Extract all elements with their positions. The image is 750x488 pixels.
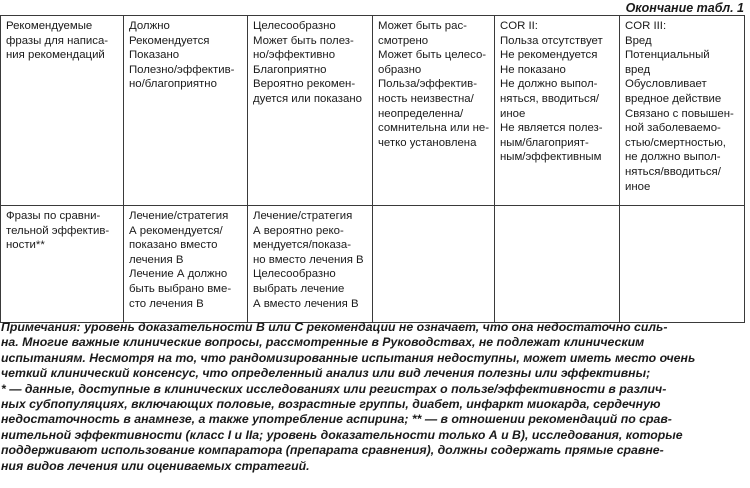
cell-line: Полезно/эффектив- [129,63,235,76]
cell-line: Рекомендуется [129,34,210,47]
notes-line: ния видов лечения или оцениваемых стратегий. [1,458,310,473]
cell-line: но/благоприятно [129,78,217,91]
cell-line: ности** [6,239,45,252]
notes-line: поддерживают использование компаратора (препарата сравнения), должны содержать прямые сравне- [1,443,664,458]
cell-line: неопределенна/ [378,107,464,120]
cell-line: Не должно выпол- [500,78,598,91]
cell-line: ность неизвестна/ [378,92,474,105]
cell-line: Польза/эффектив- [378,78,478,91]
cell-line: ния рекомендаций [6,49,105,62]
table-cell [248,206,373,323]
cell-line: Лечение/стратегия [253,210,353,222]
notes-line: четкий клинический консенсус, что определенный анализ или вид лечения полезны или эффективны; [1,366,651,381]
cell-line: Фразы по сравни- [6,210,101,222]
cell-line: ным/эффективным [500,151,602,164]
cell-line: Может быть рас- [378,20,467,32]
cell-line: няться/вводиться/ [625,165,721,178]
notes-line: ных субпопуляциях, включающих половые, возрастные группы, диабет, инфаркт миокарда, сердечную [1,397,661,412]
cell-line: Лечение А должно [129,268,228,281]
cell-line: Показано [129,49,180,62]
cell-line: выбрать лечение [253,282,345,295]
cell-line: Вероятно рекомен- [253,78,356,91]
cell-line: Не является полез- [500,122,603,135]
cell-line: Вред [625,34,652,47]
cell-line: ным/благоприят- [500,136,589,149]
cell-line: Не показано [500,63,566,76]
cell-line: А рекомендуется/ [129,224,223,237]
cell-line: образно [378,63,422,76]
cell-line: фразы для написа- [6,34,109,47]
cell-line: Целесообразно [253,20,336,32]
cell-line: быть выбрано вме- [129,282,232,295]
cell-line: Не рекомендуется [500,49,598,62]
cell-line: Лечение/стратегия [129,210,229,222]
cell-line: Польза отсутствует [500,34,603,47]
cell-line: показано вместо [129,239,218,252]
table-notes [1,320,745,474]
cell-line: смотрено [378,34,429,47]
cell-line: вредное действие [625,92,722,105]
cell-line: мендуется/показа- [253,239,352,252]
cell-line: COR II: [500,20,538,32]
cell-line: А вероятно реко- [253,224,344,237]
table-cell [1,206,124,323]
cell-line: четко установлена [378,136,477,149]
notes-line: испытаниям. Несмотря на то, что рандомизированные испытания недоступны, может иметь место очень [1,350,696,365]
table-cell [124,16,248,206]
notes-line: Примечания: уровень доказательности В или С рекомендации не означает, что она недостаточно силь- [1,320,668,334]
cell-line: COR III: [625,20,667,32]
cell-line: ной заболеваемо- [625,122,721,135]
cell-line: лечения В [129,253,184,266]
table-cell [124,206,248,323]
cell-line: иное [625,180,651,193]
cell-line: Обусловливает [625,78,707,91]
cell-line: А вместо лечения В [253,297,359,310]
cell-line: Потенциальный [625,49,710,62]
cell-line: Целесообразно [253,268,336,281]
cell-line: не должно выпол- [625,151,721,164]
cell-line: но/эффективно [253,49,336,62]
cell-line: Благоприятно [253,63,327,76]
cell-line: Может быть целесо- [378,49,487,62]
notes-line: недостаточность в анамнезе, а также употребление аспирина; ** — в отношении рекомендаций по срав- [1,412,672,427]
cell-line: но вместо лечения В [253,253,364,266]
table-row [1,16,745,206]
notes-line: * — данные, доступные в клинических исследованиях или регистрах о пользе/эффективности в различ- [1,381,667,396]
table-cell [373,16,495,206]
table-cell [373,206,495,323]
table-row [1,206,745,323]
cell-line: дуется или показано [253,92,362,105]
table-cell [1,16,124,206]
cell-line: вред [625,63,651,76]
table-cell [248,16,373,206]
cell-line: Связано с повышен- [625,107,734,120]
table-cell [495,16,620,206]
cell-line: Должно [129,20,170,32]
cell-line: тельной эффектив- [6,224,110,237]
cell-line: Рекомендуемые [6,20,93,32]
cell-line: няться, вводиться/ [500,92,600,105]
table-caption: Окончание табл. 1 [625,1,744,15]
notes-line: на. Многие важные клинические вопросы, рассмотренные в Руководствах, не подлежат клиническим [1,335,645,350]
cell-line: иное [500,107,526,120]
cell-line: сто лечения В [129,297,204,310]
notes-line: нительной эффективности (класс I и IIa; уровень доказательности только А и В), исследования, которые [1,427,683,442]
recommendations-table [0,15,745,323]
table-cell [495,206,620,323]
table-cell [620,16,745,206]
cell-line: сомнительна или не- [378,122,490,135]
cell-line: Может быть полез- [253,34,354,47]
cell-line: стью/смертностью, [625,136,726,149]
table-cell [620,206,745,323]
